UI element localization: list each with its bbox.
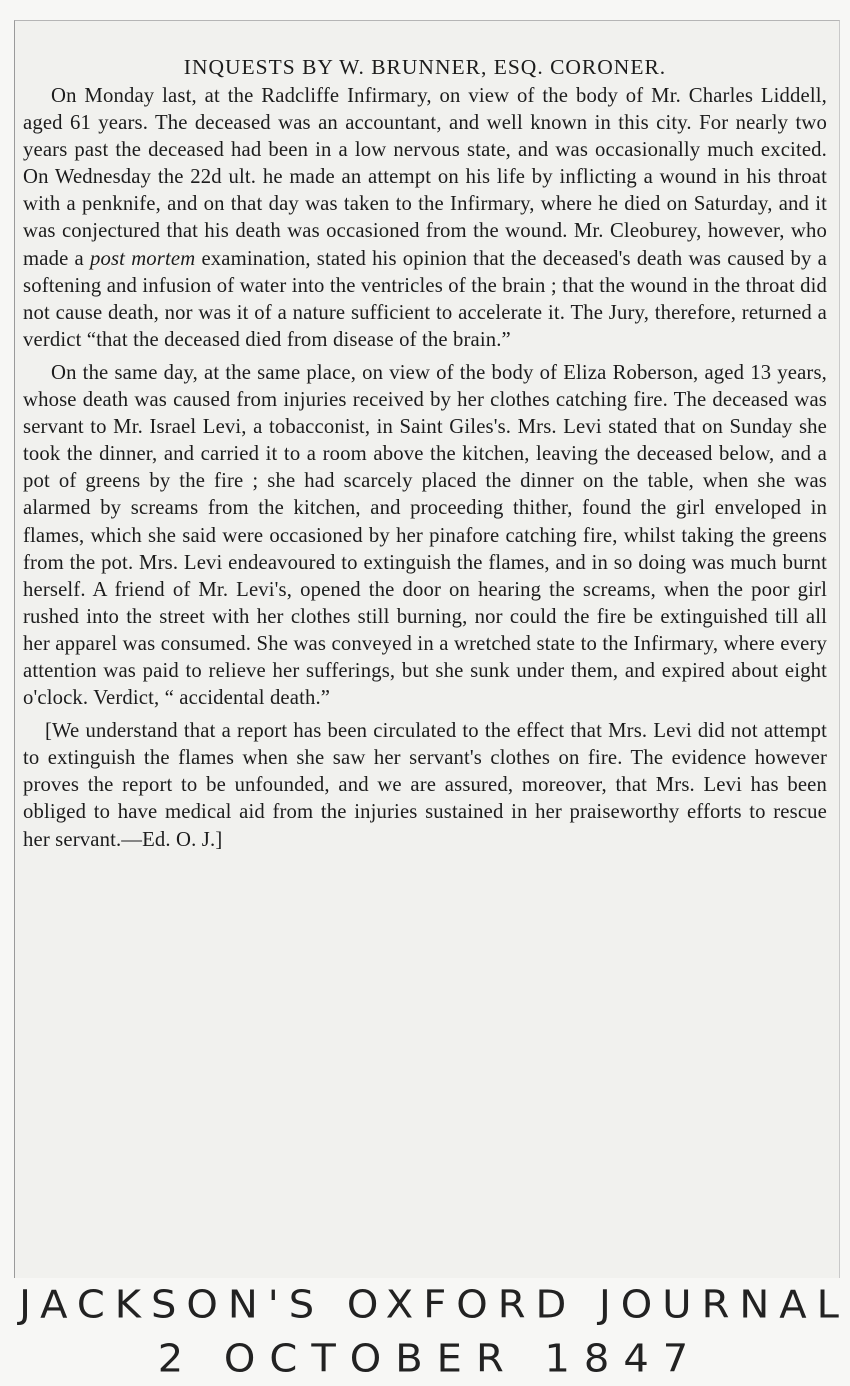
paragraph-1-italic-phrase: post mortem (89, 247, 196, 270)
article-headline: INQUESTS BY W. BRUNNER, ESQ. CORONER. (183, 55, 667, 79)
paragraph-1-text-b: examination, stated his opinion that the deceased's death was caused by a softening and infusion of water into the ventricles of the brain ; that the wound in the throat did not cause death, nor was it of a nature sufficient to accelerate it. The Jury, therefore, returned a verdict “that the deceased died from disease of the brain.” (23, 247, 827, 351)
handwritten-caption-date: 2 OCTOBER 1847 (157, 1337, 703, 1381)
paragraph-1-text-a: On Monday last, at the Radcliffe Infirmary, on view of the body of Mr. Charles Liddell, aged 61 years. The deceased was an accountant, and well known in this city. For nearly two years past the deceased had been in a low nervous state, and was occasionally much excited. On Wednesday the 22d ult. he made an attempt on his life by inflicting a wound in his throat with a penknife, and on that day was taken to the Infirmary, where he died on Saturday, and it was conjectured that his death was occasioned from the wound. Mr. Cleoburey, however, who made a (23, 85, 827, 270)
article-editor-note: [We understand that a report has been circulated to the effect that Mrs. Levi did not attempt to extinguish the flames when she saw her servant's clothes on fire. The evidence however proves the report to be unfounded, and we are assured, moreover, that Mrs. Levi has been obliged to have medical aid from the injuries sustained in her praiseworthy efforts to rescue her servant.—Ed. O. J.] (23, 720, 827, 851)
handwritten-caption-source: JACKSON'S OXFORD JOURNAL (19, 1283, 849, 1327)
newspaper-clipping (14, 20, 840, 1278)
article-paragraph-2: On the same day, at the same place, on view of the body of Eliza Roberson, aged 13 years, whose death was caused from injuries received by her clothes catching fire. The deceased was servant to Mr. Israel Levi, a tobacconist, in Saint Giles's. Mrs. Levi stated that on Sunday she took the dinner, and carried it to a room above the kitchen, leaving the deceased below, and a pot of greens by the fire ; she had scarcely placed the dinner on the table, when she was alarmed by screams from the kitchen, and proceeding thither, found the girl enveloped in flames, which she said were occasioned by her pinafore catching fire, whilst taking the greens from the pot. Mrs. Levi endeavoured to extinguish the flames, and in so doing was much burnt herself. A friend of Mr. Levi's, opened the door on hearing the screams, when the poor girl rushed into the street with her clothes still burning, nor could the fire be extinguished till all her apparel was consumed. She was conveyed in a wretched state to the Infirmary, where every attention was paid to relieve her sufferings, but she sunk under them, and expired about eight o'clock. Verdict, “ accidental death.” (23, 361, 827, 710)
article-paragraph-1 (23, 83, 827, 354)
